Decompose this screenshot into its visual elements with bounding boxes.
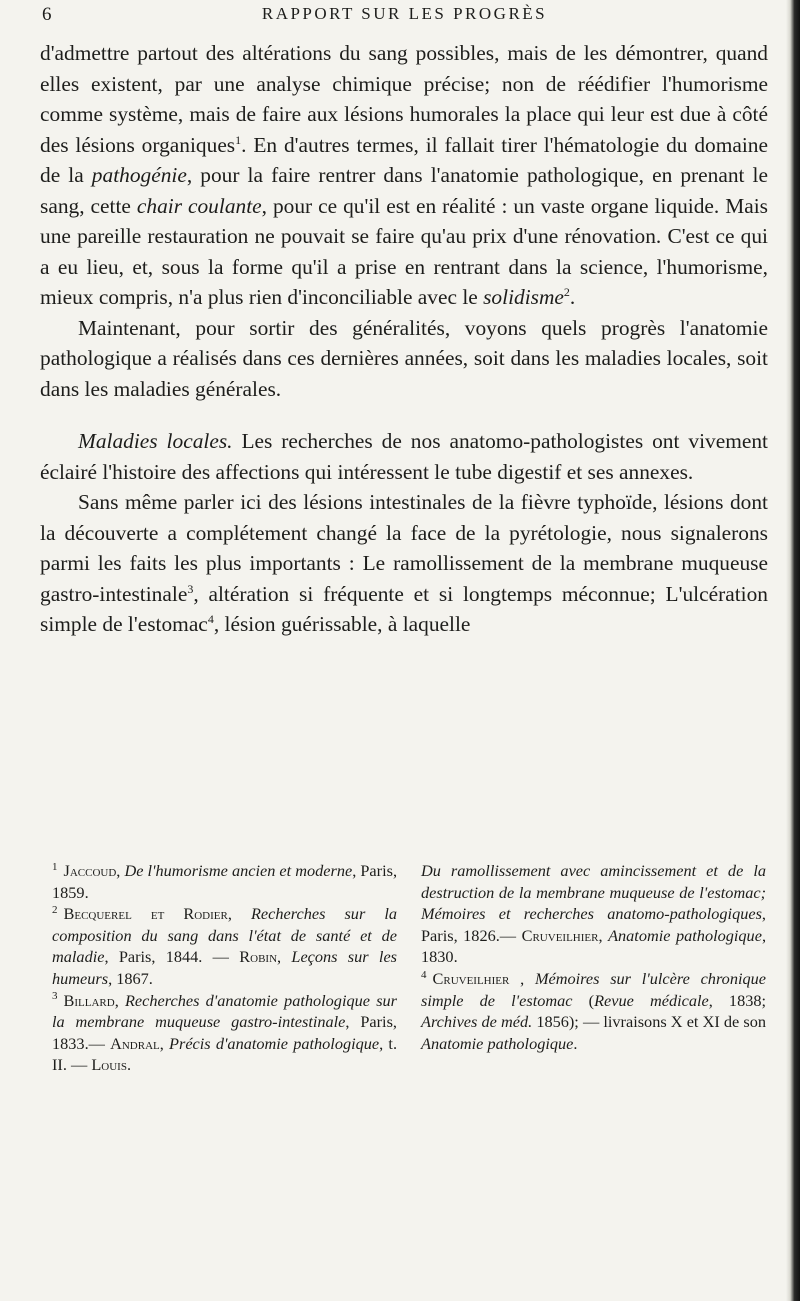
page-edge-shadow [786, 0, 800, 1301]
paragraph-1: d'admettre partout des altérations du sang possibles, mais de les démontrer, quand elles existent, par une analyse chimique précise; non de réédifier l'humorisme comme système, mais de faire aux lésions humorales la place qui leur est due à côté des lésions organiques$^1$. En d'autres termes, il fallait tirer l'hématologie du domaine de la pathogénie, pour la faire rentrer dans l'anatomie pathologique, en prenant le sang, cette chair coulante, pour ce qu'il est en réalité : un vaste organe liquide. Mais une pareille restauration ne pouvait se faire qu'au prix d'une rénovation. C'est ce qui a eu lieu, et, sous la forme qu'il a prise en rentrant dans la science, l'humorisme, mieux compris, n'a plus rien d'inconciliable avec le solidisme$^2$. [40, 41, 768, 309]
page-number: 6 [42, 4, 53, 25]
paragraph-3: Maladies locales. Les recherches de nos anatomo-pathologistes ont vivement éclairé l'histoire des affections qui intéressent le tube digestif et ses annexes. [40, 429, 768, 484]
footnote-1: $^1$ Jaccoud, De l'humorisme ancien et moderne, Paris, 1859. [52, 860, 398, 902]
paragraph-4: Sans même parler ici des lésions intestinales de la fièvre typhoïde, lésions dont la découverte a complétement changé la face de la pyrétologie, nous signalerons parmi les faits les plus importants : Le ramollissement de la membrane muqueuse gastro-intestinale$^3$, altération si fréquente et si longtemps méconnue; L'ulcération simple de l'estomac$^4$, lésion guérissable, à laquelle [40, 490, 768, 636]
footnote-ref-1[interactable]: 1 [235, 132, 242, 147]
footnote-2: $^2$ Becquerel et Rodier, Recherches sur la composition du sang dans l'état de santé et de maladie, Paris, 1844. — Robin, Leçons sur les humeurs, 1867. [52, 903, 398, 988]
page-header [42, 4, 767, 34]
footnote-ref-3[interactable]: 3 [187, 581, 194, 596]
footnotes-right-column [421, 860, 766, 1054]
main-text [40, 38, 768, 640]
footnote-3: $^3$ Billard, Recherches d'anatomie pathologique sur la membrane muqueuse gastro-intestinale, Paris, 1833.— Andral, Précis d'anatomie pathologique, t. II. — Louis. [52, 990, 398, 1075]
paragraph-2: Maintenant, pour sortir des généralités, voyons quels progrès l'anatomie pathologique a réalisés dans ces dernières années, soit dans les maladies locales, soit dans les maladies générales. [40, 315, 768, 401]
running-head: RAPPORT SUR LES PROGRÈS [261, 4, 548, 23]
footnote-ref-4[interactable]: 4 [207, 611, 214, 626]
footnotes-left-column [52, 860, 397, 1076]
footnote-ref-2[interactable]: 2 [563, 284, 570, 299]
footnote-3-continued: Du ramollissement avec amincissement et de la destruction de la membrane muqueuse de l'estomac; Mémoires et recherches anatomo-pathologiques, Paris, 1826.— Cruveilhier, Anatomie pathologique, 1830. [421, 861, 767, 967]
footnote-4: $^4$ Cruveilhier , Mémoires sur l'ulcère chronique simple de l'estomac (Revue médicale, 1838; Archives de méd. 1856); — livraisons X et XI de son Anatomie pathologique. [421, 968, 767, 1053]
section-heading: Maladies locales. [78, 429, 233, 453]
